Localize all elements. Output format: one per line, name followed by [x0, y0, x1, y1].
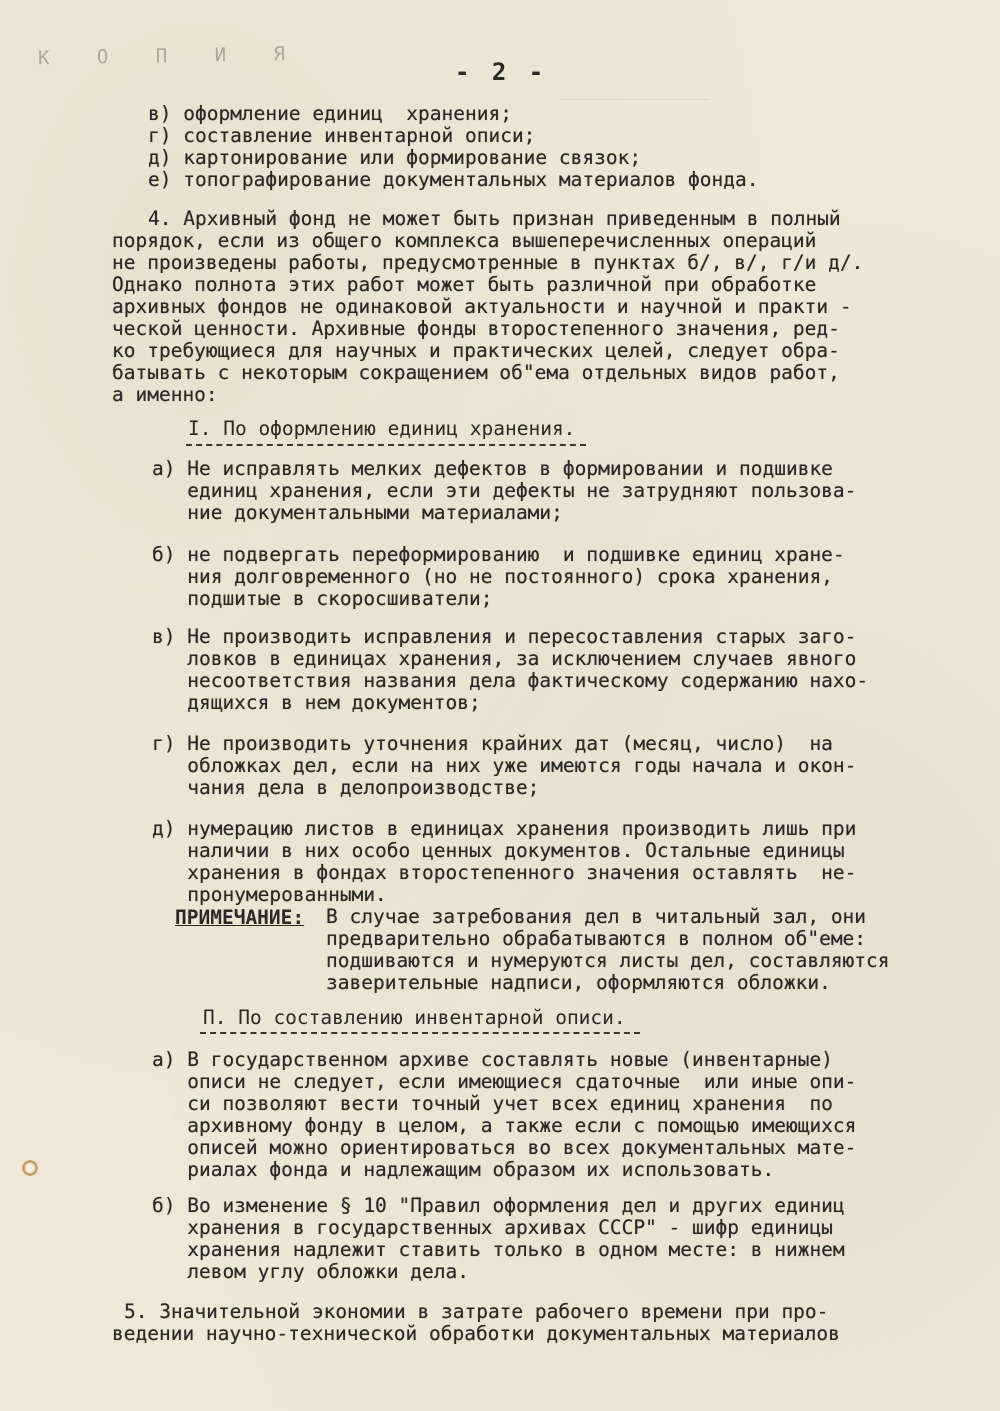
bleed-through: _____________	[560, 78, 709, 100]
item-line: а) Не исправлять мелких дефектов в формировании и подшивке	[152, 457, 833, 480]
item-line: обложках дел, если на них уже имеются годы начала и окон-	[152, 754, 857, 777]
item-line: ние документальными материалами;	[152, 501, 563, 524]
list-item-d: д) картонирование или формирование связок;	[148, 146, 642, 169]
list-item-g: г) составление инвентарной описи;	[148, 124, 536, 147]
item-line: чания дела в делопроизводстве;	[152, 776, 540, 799]
item-line: пронумерованными.	[152, 883, 387, 906]
paragraph-line: 4. Архивный фонд не может быть признан приведенным в полный	[148, 207, 841, 230]
item-line: г) Не производить уточнения крайних дат (месяц, число) на	[152, 732, 833, 755]
paragraph-line: 5. Значительной экономии в затрате рабочего времени при про-	[124, 1300, 829, 1323]
item-line: единиц хранения, если эти дефекты не затрудняют пользова-	[152, 479, 857, 502]
item-line: хранения в государственных архивах СССР" - шифр единицы	[152, 1216, 833, 1239]
item-line: подшитые в скоросшиватели;	[152, 587, 493, 610]
paragraph-line: порядок, если из общего комплекса вышеперечисленных операций	[112, 229, 817, 252]
note-line: предварительно обрабатываются в полном об"еме:	[326, 927, 867, 950]
item-line: левом углу обложки дела.	[152, 1260, 469, 1283]
item-line: си позволяют вести точный учет всех единиц хранения по	[152, 1092, 833, 1115]
item-line: д) нумерацию листов в единицах хранения производить лишь при	[152, 817, 857, 840]
section-1-underline	[186, 444, 586, 446]
note-line: заверительные надписи, оформляются обложки.	[326, 971, 831, 994]
item-line: в) Не производить исправления и пересоставления старых заго-	[152, 625, 857, 648]
paragraph-line: не произведены работы, предусмотренные в пунктах б/, в/, г/и д/.	[112, 251, 864, 274]
paragraph-line: ведении научно-технической обработки документальных материалов	[112, 1322, 840, 1345]
item-line: описи не следует, если имеющиеся сдаточные или иные опи-	[152, 1070, 857, 1093]
item-line: ловков в единицах хранения, за исключением случаев явного	[152, 647, 857, 670]
note-label: ПРИМЕЧАНИЕ:	[175, 906, 305, 929]
paragraph-line: батывать с некоторым сокращением об"ема отдельных видов работ,	[112, 361, 840, 384]
note-line: В случае затребования дел в читальный зал, они	[326, 905, 867, 928]
list-item-v: в) оформление единиц хранения;	[148, 102, 512, 125]
paragraph-line: ческой ценности. Архивные фонды второстепенного значения, ред-	[112, 317, 840, 340]
paragraph-line: ко требующиеся для научных и практических целей, следует обра-	[112, 339, 840, 362]
note-line: подшиваются и нумеруются листы дел, составляются	[326, 949, 890, 972]
copy-stamp: К О П И Я	[37, 42, 304, 70]
item-line: б) не подвергать переформированию и подшивке единиц хране-	[152, 543, 845, 566]
item-line: б) Во изменение § 10 "Правил оформления дел и других единиц	[152, 1194, 845, 1217]
item-line: хранения в фондах второстепенного значения оставлять не-	[152, 861, 857, 884]
item-line: а) В государственном архиве составлять новые (инвентарные)	[152, 1048, 833, 1071]
item-line: наличии в них особо ценных документов. Остальные единицы	[152, 839, 845, 862]
paragraph-line: архивных фондов не одинаковой актуальности и научной и практи -	[112, 295, 852, 318]
item-line: архивному фонду в целом, а также если с помощью имеющихся	[152, 1114, 857, 1137]
paragraph-line: Однако полнота этих работ может быть различной при обработке	[112, 273, 817, 296]
item-line: описей можно ориентироваться во всех документальных мате-	[152, 1136, 857, 1159]
list-item-e: е) топографирование документальных материалов фонда.	[148, 168, 759, 191]
section-2-heading: П. По составлению инвентарной описи.	[203, 1006, 626, 1029]
page-number: - 2 -	[455, 58, 548, 86]
paper-stain	[22, 1160, 38, 1176]
item-line: дящихся в нем документов;	[152, 691, 481, 714]
section-1-heading: I. По оформлению единиц хранения.	[188, 417, 576, 440]
item-line: риалах фонда и надлежащим образом их использовать.	[152, 1158, 775, 1181]
paragraph-line: а именно:	[112, 383, 218, 406]
section-2-underline	[200, 1032, 640, 1034]
item-line: хранения надлежит ставить только в одном месте: в нижнем	[152, 1238, 845, 1261]
item-line: ния долговременного (но не постоянного) срока хранения,	[152, 565, 833, 588]
item-line: несоответствия названия дела фактическому содержанию нахо-	[152, 669, 869, 692]
